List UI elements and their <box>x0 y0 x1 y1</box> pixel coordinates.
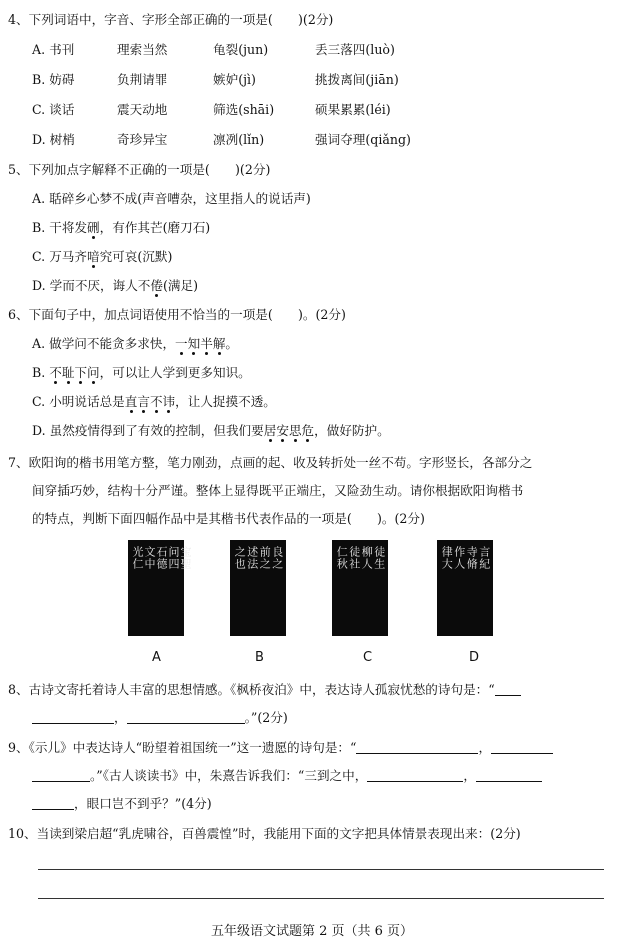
q6-option-a <box>32 336 238 352</box>
calligraphy-image-c: 徒生 柳人 徒社 仁秋 <box>332 540 388 636</box>
q5-d-post: (满足) <box>163 278 199 293</box>
q4-option-b-4: 挑拨离间(jiān) <box>315 72 399 87</box>
q7-line-3: 的特点，判断下面四幅作品中是其楷书代表作品的一项是( )。(2分) <box>32 511 425 526</box>
q9-blank-5[interactable] <box>476 769 542 782</box>
dotted-char: 居 <box>263 423 277 438</box>
q5-d-pre: D. 学而不厌，诲人不 <box>32 278 151 293</box>
q5-option-a: A. 聒碎乡心梦不成(声音嘈杂，这里指人的说话声) <box>32 191 311 206</box>
q4-option-a-3: 龟裂(jun) <box>213 42 269 57</box>
q9-mid: 。”《古人谈读书》中，朱熹告诉我们：“三到之中， <box>90 768 368 783</box>
q4-option-a-4: 丢三落四(luò) <box>315 42 395 57</box>
q9-blank-2[interactable] <box>491 741 553 754</box>
q4-option-b-2: 负荆请罪 <box>117 72 168 87</box>
q8-line-1 <box>8 682 521 698</box>
dotted-char: 解 <box>212 336 226 351</box>
dotted-char: 不 <box>49 365 62 380</box>
q6-a-post: 。 <box>225 336 239 351</box>
dotted-char: 讳 <box>162 394 176 409</box>
q4-option-a-1: A. 书刊 <box>32 42 75 57</box>
q10-answer-line-2[interactable] <box>38 898 604 899</box>
q5-stem: 5、下列加点字解释不正确的一项是( )(2分) <box>8 162 271 177</box>
q6-d-post: ，做好防护。 <box>314 423 390 438</box>
q5-c-post: 究可哀(沉默) <box>99 249 173 264</box>
q5-option-b <box>32 220 210 236</box>
q6-option-c <box>32 394 276 410</box>
q8-blank-1[interactable] <box>495 683 521 696</box>
q6-c-post: ，让人捉摸不透。 <box>175 394 276 409</box>
q9-blank-4[interactable] <box>367 769 463 782</box>
q4-option-c-4: 硕果累累(léi) <box>315 102 391 117</box>
q6-b-pre: B. <box>32 365 50 380</box>
q6-c-dotted <box>125 394 175 409</box>
q4-option-d-3: 凛冽(lǐn) <box>213 132 265 147</box>
dotted-char: 耻 <box>61 365 75 380</box>
q9-blank-1[interactable] <box>356 741 478 754</box>
dotted-char: 不 <box>149 394 163 409</box>
dotted-char: 知 <box>187 336 201 351</box>
q4-option-b-1: B. 妨碍 <box>32 72 75 87</box>
q4-option-a-2: 理索当然 <box>117 42 168 57</box>
calligraphy-image-a: 宝聖 问四 石德 文中 光仁 <box>128 540 184 636</box>
q10-prompt: 10、当读到梁启超“乳虎啸谷，百兽震惶”时，我能用下面的文字把具体情景表现出来：(2分) <box>8 826 521 841</box>
q5-b-pre: B. 干将发 <box>32 220 88 235</box>
q6-d-dotted <box>264 423 314 438</box>
q6-a-dotted <box>175 336 225 351</box>
q6-b-post: ，可以让人学到更多知识。 <box>99 365 251 380</box>
q9-sep-2: ， <box>463 768 476 783</box>
dotted-char: 直 <box>124 394 138 409</box>
q5-option-c <box>32 249 172 265</box>
image-label-d: D <box>469 650 480 665</box>
q9-line-1 <box>8 740 553 756</box>
q6-option-b <box>32 365 251 381</box>
dotted-char: 言 <box>137 394 150 409</box>
q8-sep: ， <box>114 710 127 725</box>
calligraphy-image-d: 言紀 寺脩 作人 律大 <box>437 540 493 636</box>
q8-prompt: 8、古诗文寄托着诗人丰富的思想情感。《枫桥夜泊》中，表达诗人孤寂忧愁的诗句是：“ <box>8 682 495 697</box>
q4-option-b-3: 嫉妒(jì) <box>213 72 256 87</box>
q4-option-d-2: 奇珍异宝 <box>117 132 168 147</box>
dotted-char: 危 <box>301 423 315 438</box>
q8-blank-3[interactable] <box>127 711 245 724</box>
q9-prompt: 9、《示儿》中表达诗人“盼望着祖国统一”这一遗愿的诗句是：“ <box>8 740 357 755</box>
q9-blank-3[interactable] <box>32 769 90 782</box>
q4-stem: 4、下列词语中，字音、字形全部正确的一项是( )(2分) <box>8 12 334 27</box>
q7-line-2: 间穿插巧妙，结构十分严谨。整体上显得既平正端庄，又险劲生动。请你根据欧阳询楷书 <box>32 483 524 498</box>
q10-answer-line-1[interactable] <box>38 869 604 870</box>
q6-d-pre: D. 虽然疫情得到了有效的控制，但我们要 <box>32 423 264 438</box>
dotted-char: 安 <box>276 423 289 438</box>
q5-b-post: ，有作其芒(磨刀石) <box>99 220 211 235</box>
q9-end: ，眼口岂不到乎？”(4分) <box>74 796 212 811</box>
q8-blank-2[interactable] <box>32 711 114 724</box>
dotted-char: 半 <box>200 336 213 351</box>
page-footer: 五年级语文试题第 2 页（共 6 页） <box>210 924 414 939</box>
q6-stem: 6、下面句子中，加点词语使用不恰当的一项是( )。(2分) <box>8 307 346 322</box>
q8-line-2 <box>32 710 288 726</box>
q8-end: 。”(2分) <box>244 710 288 725</box>
q6-a-pre: A. 做学问不能贪多求快， <box>32 336 176 351</box>
dotted-char: 一 <box>175 336 188 351</box>
image-label-b: B <box>255 650 264 665</box>
q5-c-pre: C. 万马齐 <box>32 249 87 264</box>
q9-sep: ， <box>478 740 492 755</box>
q4-option-d-4: 强词夺理(qiǎng) <box>315 132 411 147</box>
q7-line-1: 7、欧阳询的楷书用笔方整，笔力刚劲，点画的起、收及转折处一丝不苟。字形竖长，各部分之 <box>8 455 533 470</box>
dotted-char: 思 <box>288 423 302 438</box>
dotted-char: 问 <box>87 365 100 380</box>
q4-option-c-2: 震天动地 <box>117 102 168 117</box>
q5-b-dotted: 硎 <box>87 220 100 235</box>
q5-option-d <box>32 278 198 294</box>
q6-option-d <box>32 423 390 439</box>
calligraphy-image-b: 良之 前之 述法 之也 <box>230 540 286 636</box>
q9-blank-6[interactable] <box>32 797 74 810</box>
dotted-char: 下 <box>74 365 88 380</box>
q6-b-dotted <box>49 365 99 380</box>
q9-line-2 <box>32 768 542 784</box>
q4-option-c-1: C. 谈话 <box>32 102 75 117</box>
q4-option-c-3: 筛选(shāi) <box>213 102 275 117</box>
image-label-a: A <box>152 650 161 665</box>
q4-option-d-1: D. 树梢 <box>32 132 75 147</box>
q6-c-pre: C. 小明说话总是 <box>32 394 125 409</box>
q5-c-dotted: 喑 <box>86 249 100 264</box>
image-label-c: C <box>363 650 373 665</box>
q5-d-dotted: 倦 <box>150 278 163 293</box>
q9-line-3 <box>32 796 212 812</box>
